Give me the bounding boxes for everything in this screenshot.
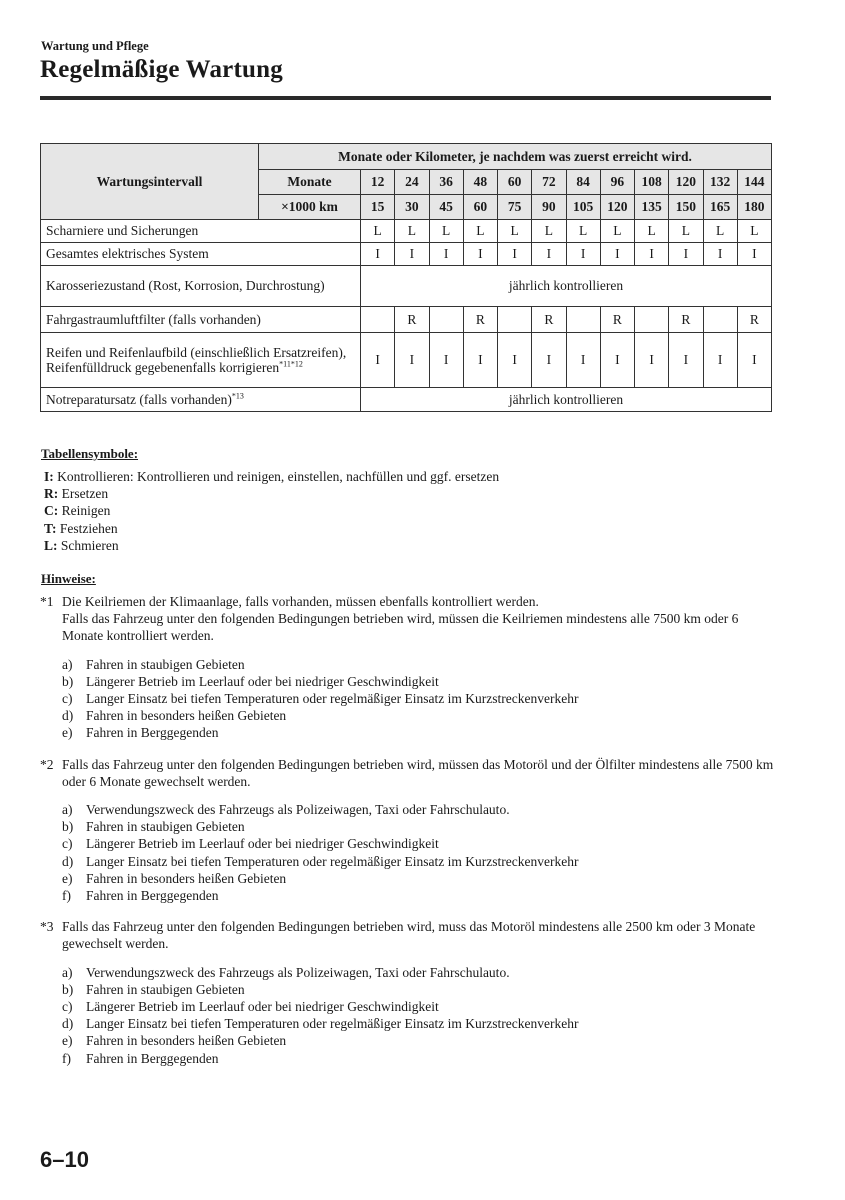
note-text: Die Keilriemen der Klimaanlage, falls vorhanden, müssen ebenfalls kontrolliert werden. <box>62 594 539 609</box>
legend-symbol: T: <box>44 520 57 536</box>
legend-text: Reinigen <box>58 503 111 519</box>
symbol-legend <box>44 468 499 554</box>
km-value: 165 <box>703 195 737 220</box>
km-value: 105 <box>566 195 600 220</box>
row-span-value: jährlich kontrollieren <box>361 388 772 412</box>
months-label: Monate <box>259 170 361 195</box>
condition-text: Fahren in besonders heißen Gebieten <box>86 870 287 886</box>
condition-list <box>62 964 775 1067</box>
condition-item <box>62 801 775 818</box>
condition-text: Fahren in staubigen Gebieten <box>86 981 245 997</box>
condition-letter: e) <box>62 725 73 741</box>
row-label <box>41 307 361 333</box>
legend-item <box>44 537 499 554</box>
months-value: 96 <box>600 170 634 195</box>
condition-list <box>62 801 775 904</box>
condition-item <box>62 835 775 852</box>
km-value: 135 <box>635 195 669 220</box>
row-value: L <box>737 220 771 243</box>
condition-item <box>62 998 775 1015</box>
months-value: 84 <box>566 170 600 195</box>
row-value <box>566 307 600 333</box>
condition-letter: f) <box>62 888 71 904</box>
row-label-text: Notreparatursatz (falls vorhanden) <box>46 391 232 407</box>
row-value: L <box>532 220 566 243</box>
row-label <box>41 333 361 388</box>
row-value: L <box>566 220 600 243</box>
row-value: L <box>635 220 669 243</box>
row-value: R <box>463 307 497 333</box>
condition-text: Verwendungszweck des Fahrzeugs als Polizeiwagen, Taxi oder Fahrschulauto. <box>86 802 510 818</box>
condition-text: Fahren in besonders heißen Gebieten <box>86 1033 287 1049</box>
row-value: I <box>737 243 771 266</box>
condition-item <box>62 724 775 741</box>
note-item <box>40 918 775 1067</box>
row-label-text: Gesamtes elektrisches System <box>46 246 209 262</box>
condition-text: Verwendungszweck des Fahrzeugs als Polizeiwagen, Taxi oder Fahrschulauto. <box>86 964 510 980</box>
row-value <box>429 307 463 333</box>
condition-item <box>62 673 775 690</box>
row-value: I <box>463 243 497 266</box>
notes-title: Hinweise: <box>41 571 96 586</box>
row-value: I <box>463 333 497 388</box>
condition-text: Längerer Betrieb im Leerlauf oder bei niedriger Geschwindigkeit <box>86 673 439 689</box>
interval-label: Wartungsintervall <box>41 144 259 220</box>
condition-letter: d) <box>62 1016 74 1032</box>
row-value: R <box>532 307 566 333</box>
table-row <box>41 307 772 333</box>
page-number: 6–10 <box>40 1147 89 1172</box>
row-label-text: Fahrgastraumluftfilter (falls vorhanden) <box>46 311 261 327</box>
months-value: 120 <box>669 170 703 195</box>
condition-text: Langer Einsatz bei tiefen Temperaturen oder regelmäßiger Einsatz im Kurzstreckenverkehr <box>86 853 579 869</box>
km-value: 45 <box>429 195 463 220</box>
legend-symbol: R: <box>44 486 59 502</box>
notes-list <box>40 593 775 1081</box>
table-row <box>41 220 772 243</box>
condition-letter: b) <box>62 673 74 689</box>
legend-text: Schmieren <box>57 537 119 553</box>
condition-text: Fahren in Berggegenden <box>86 888 219 904</box>
legend-symbol: L: <box>44 537 58 553</box>
condition-letter: a) <box>62 802 73 818</box>
row-value: I <box>498 333 532 388</box>
row-value: I <box>532 243 566 266</box>
note-item <box>40 756 775 905</box>
legend-item <box>44 485 499 502</box>
condition-letter: b) <box>62 819 74 835</box>
condition-letter: e) <box>62 1033 73 1049</box>
title-divider <box>40 96 771 100</box>
row-value: L <box>703 220 737 243</box>
months-value: 132 <box>703 170 737 195</box>
legend-text: Ersetzen <box>58 486 109 502</box>
months-value: 12 <box>361 170 395 195</box>
condition-text: Fahren in Berggegenden <box>86 1050 219 1066</box>
row-value: I <box>600 243 634 266</box>
note-mark: *2 <box>40 756 54 772</box>
km-value: 15 <box>361 195 395 220</box>
km-value: 120 <box>600 195 634 220</box>
row-value: I <box>395 243 429 266</box>
legend-item <box>44 468 499 485</box>
km-value: 90 <box>532 195 566 220</box>
condition-text: Fahren in Berggegenden <box>86 725 219 741</box>
row-value: I <box>361 333 395 388</box>
note-mark: *1 <box>40 594 54 609</box>
section-label: Wartung und Pflege <box>41 39 149 53</box>
row-label <box>41 266 361 307</box>
row-value: I <box>361 243 395 266</box>
condition-item <box>62 656 775 673</box>
km-value: 60 <box>463 195 497 220</box>
footnote-ref: *11*12 <box>279 359 303 369</box>
row-value: I <box>669 243 703 266</box>
months-value: 108 <box>635 170 669 195</box>
note-item <box>40 593 775 742</box>
condition-letter: c) <box>62 999 73 1015</box>
condition-letter: c) <box>62 836 73 852</box>
row-value: I <box>566 243 600 266</box>
months-value: 72 <box>532 170 566 195</box>
row-value: R <box>600 307 634 333</box>
row-value: L <box>669 220 703 243</box>
km-value: 75 <box>498 195 532 220</box>
condition-item <box>62 1032 775 1049</box>
row-value: I <box>566 333 600 388</box>
condition-item <box>62 870 775 887</box>
condition-text: Längerer Betrieb im Leerlauf oder bei niedriger Geschwindigkeit <box>86 999 439 1015</box>
legend-symbol: C: <box>44 503 59 519</box>
condition-letter: a) <box>62 964 73 980</box>
km-value: 30 <box>395 195 429 220</box>
condition-text: Fahren in staubigen Gebieten <box>86 656 245 672</box>
row-span-value: jährlich kontrollieren <box>361 266 772 307</box>
page-title: Regelmäßige Wartung <box>40 56 283 83</box>
row-value <box>498 307 532 333</box>
row-value: L <box>463 220 497 243</box>
row-value: L <box>600 220 634 243</box>
condition-text: Fahren in staubigen Gebieten <box>86 819 245 835</box>
table-row <box>41 243 772 266</box>
condition-letter: d) <box>62 708 74 724</box>
legend-title: Tabellensymbole: <box>41 446 139 461</box>
row-value: R <box>669 307 703 333</box>
condition-letter: d) <box>62 853 74 869</box>
condition-item <box>62 853 775 870</box>
condition-item <box>62 1015 775 1032</box>
note-mark: *3 <box>40 919 54 935</box>
months-value: 36 <box>429 170 463 195</box>
note-text: Falls das Fahrzeug unter den folgenden Bedingungen betrieben wird, müssen die Keilriemen mindestens alle 7500 km oder 6 Monate kontrolliert werden. <box>62 611 739 644</box>
row-value: I <box>635 333 669 388</box>
km-value: 150 <box>669 195 703 220</box>
legend-item <box>44 520 499 537</box>
row-value: I <box>600 333 634 388</box>
row-value: I <box>669 333 703 388</box>
table-header-row <box>41 144 772 170</box>
table-row <box>41 266 772 307</box>
table-row <box>41 333 772 388</box>
km-label: ×1000 km <box>259 195 361 220</box>
row-value: I <box>429 333 463 388</box>
condition-item <box>62 818 775 835</box>
condition-item <box>62 1050 775 1067</box>
row-value <box>635 307 669 333</box>
condition-item <box>62 887 775 904</box>
row-label <box>41 220 361 243</box>
months-value: 24 <box>395 170 429 195</box>
condition-letter: c) <box>62 691 73 707</box>
legend-text: Festziehen <box>56 520 118 536</box>
row-value: I <box>429 243 463 266</box>
condition-list <box>62 656 775 742</box>
row-value: R <box>395 307 429 333</box>
row-value: R <box>737 307 771 333</box>
condition-text: Fahren in besonders heißen Gebieten <box>86 708 287 724</box>
condition-text: Langer Einsatz bei tiefen Temperaturen oder regelmäßiger Einsatz im Kurzstreckenverkehr <box>86 691 579 707</box>
months-value: 48 <box>463 170 497 195</box>
row-value: I <box>532 333 566 388</box>
condition-text: Längerer Betrieb im Leerlauf oder bei niedriger Geschwindigkeit <box>86 836 439 852</box>
interval-header: Monate oder Kilometer, je nachdem was zuerst erreicht wird. <box>259 144 772 170</box>
row-label-text: Scharniere und Sicherungen <box>46 223 199 239</box>
condition-letter: a) <box>62 656 73 672</box>
footnote-ref: *13 <box>231 391 244 401</box>
months-value: 144 <box>737 170 771 195</box>
legend-symbol: I: <box>44 469 54 484</box>
row-value: I <box>703 243 737 266</box>
row-value: I <box>498 243 532 266</box>
row-value: I <box>703 333 737 388</box>
months-value: 60 <box>498 170 532 195</box>
condition-item <box>62 707 775 724</box>
condition-text: Langer Einsatz bei tiefen Temperaturen oder regelmäßiger Einsatz im Kurzstreckenverkehr <box>86 1016 579 1032</box>
note-text: Falls das Fahrzeug unter den folgenden Bedingungen betrieben wird, muss das Motoröl mindestens alle 2500 km oder 3 Monate gewechselt werden. <box>62 919 756 952</box>
row-value <box>703 307 737 333</box>
row-value: L <box>498 220 532 243</box>
row-value <box>361 307 395 333</box>
row-label <box>41 243 361 266</box>
row-value: I <box>737 333 771 388</box>
table-row <box>41 388 772 412</box>
row-label-text: Karosseriezustand (Rost, Korrosion, Durchrostung) <box>46 278 325 294</box>
row-label <box>41 388 361 412</box>
condition-item <box>62 981 775 998</box>
legend-item <box>44 502 499 519</box>
condition-item <box>62 690 775 707</box>
legend-text: Kontrollieren: Kontrollieren und reinigen, einstellen, nachfüllen und ggf. ersetzen <box>53 469 500 484</box>
note-text: Falls das Fahrzeug unter den folgenden Bedingungen betrieben wird, müssen das Motoröl und der Ölfilter mindestens alle 7500 km oder 6 Monate gewechselt werden. <box>62 756 774 789</box>
row-value: L <box>429 220 463 243</box>
row-value: L <box>361 220 395 243</box>
row-value: I <box>635 243 669 266</box>
condition-letter: b) <box>62 981 74 997</box>
condition-item <box>62 964 775 981</box>
row-value: L <box>395 220 429 243</box>
maintenance-schedule-table <box>40 143 772 412</box>
condition-letter: f) <box>62 1050 71 1066</box>
row-value: I <box>395 333 429 388</box>
km-value: 180 <box>737 195 771 220</box>
condition-letter: e) <box>62 870 73 886</box>
row-label-text: Reifen und Reifenlaufbild (einschließlich Ersatzreifen), Reifenfülldruck gegebenenfalls korrigieren <box>46 344 347 375</box>
